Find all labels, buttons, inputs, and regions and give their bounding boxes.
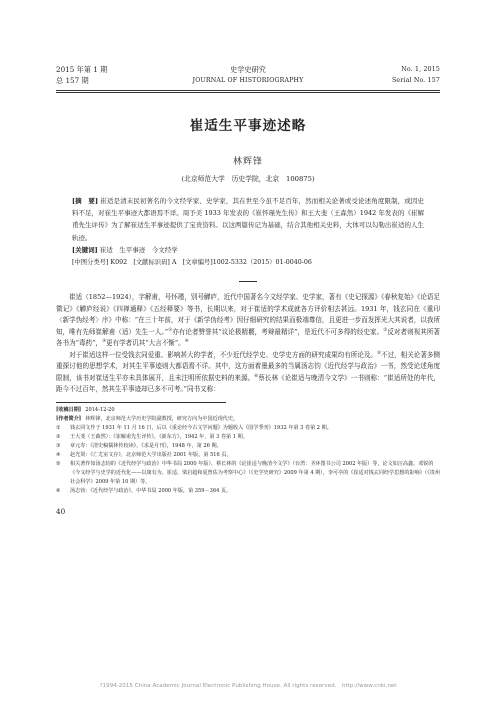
- abstract-label: [摘 要]: [72, 197, 99, 205]
- journal-name-cn: 史学史研究: [230, 65, 266, 74]
- journal-page: [56, 64, 440, 516]
- footnote-text: 钱玄同文作于 1931 年 11 月 16 日，后以《重论经今古文学问题》为题收入《国学季刊》1932 年第 3 卷第 2 期。: [70, 424, 332, 431]
- note-marker: ①: [168, 327, 173, 333]
- body-text-segment: 亦有论者赞誉其“议论极精覈，考辩最精详”，是近代不可多得的经史家。: [172, 327, 384, 336]
- body-paragraph-2: [56, 350, 440, 396]
- article-body: [56, 292, 440, 396]
- body-text-segment: 反对者则视其所著各书为“毒药”，: [56, 327, 440, 348]
- footnote-item: [56, 460, 440, 487]
- bio-value: 林辉锋，北京师范大学历史学院副教授，研究方向为中国近现代史。: [85, 415, 239, 422]
- body-text-segment: 更有学者讥其“大言不惭”。: [106, 339, 185, 348]
- footnote-text: 章元寿：《清史稿儒林传校读》，《求是月刊》，1948 年，第 26 期。: [70, 442, 222, 449]
- footnote-text: 王大斐（王森然）：《崔解甫先生评传》，《新东方》，1942 年，第 3 卷第 1 期。: [70, 433, 248, 440]
- section-divider: [239, 281, 257, 282]
- issue-line-2: 总 157 期: [56, 76, 89, 85]
- body-text-segment: 对于崔适这样一位受钱玄同爱重、影响甚大的学者，不少近代经学史、史学史方面的研究成果均有所论及。: [69, 350, 377, 359]
- footnote-text: 汤志钧：《近代经学与政治》，中华书局 2000 年版，第 359－364 页。: [70, 488, 232, 495]
- body-text-segment: 不过，相关论著多侧重探讨他的思想学术，对其生平事迹则大都语焉不详。其中，这方面着墨最多的当属汤志钧《近代经学与政治》一书，然受论述角度限制，该书对崔适生平亦未具体展开，且未注明所依据史料的来源。: [56, 350, 440, 382]
- footnote-item: [56, 424, 440, 433]
- footnote-item: [56, 433, 440, 442]
- received-date: [56, 406, 440, 415]
- serial-info: [392, 64, 440, 86]
- footnote-item: [56, 487, 440, 496]
- keywords-label: [关键词]: [72, 245, 98, 254]
- footnote-marker: ②: [56, 433, 61, 440]
- article-author: 林辉锋: [232, 157, 263, 167]
- author-bio: [56, 415, 440, 424]
- issue-line-1: 2015 年第 1 期: [56, 65, 108, 74]
- abstract-text: 崔适是清末民初著名的今文经学家、史学家，其在世至今虽不足百年，然而相关论著或受论述角度限制，或因史料不足，对崔生平事迹大都语焉不详。周予美 1933 年发表的《崔怀瑾先生传》和王大斐（王森然）1942 年发表的《崔解甫先生评传》为了解崔适生平事迹提供了宝贵资料。以这两篇传记为基础，结合其他相关史料，大体可以勾勒出崔适的人生轨迹。: [72, 197, 425, 242]
- journal-name-en: JOURNAL OF HISTORIOGRAPHY: [192, 77, 304, 84]
- note-marker: ⑤: [376, 350, 382, 356]
- keywords: [72, 244, 424, 256]
- note-marker: ⑥: [254, 373, 259, 379]
- footnote-marker: ①: [56, 424, 61, 431]
- footnote-marker: ④: [56, 451, 61, 458]
- note-marker: ②: [383, 327, 388, 333]
- footnote-text: 相关著作如汤志钧的《近代经学与政治》中华书局 2000 年版），蔡长林的《论崔适与晚清今文学》（台湾：圣环图书公司 2002 年版）等，论文如汪高鑫、邓锐的《今文经学与史学的近代化——以康有为、崔适、梁启超和夏曾佑为考察中心》（《史学史研究》2009 年第 4 期），李可亭的《崔适对钱玄同经学思想的影响》（《贵州社会科学》2009 年第 10 期）等。: [70, 461, 440, 486]
- journal-name: [56, 64, 440, 86]
- serial-line-2: Serial No. 157: [391, 77, 440, 84]
- copyright-notice: ?1994-2015 China Academic Journal Electronic Publishing House. All rights reserved. http://www.cnki.net: [99, 683, 397, 689]
- page-number: 40: [56, 507, 66, 517]
- footnote-marker: ⑥: [56, 488, 61, 495]
- received-label: [收稿日期]: [56, 406, 82, 413]
- abstract: [72, 195, 424, 244]
- note-list: [56, 424, 440, 497]
- body-paragraph-1: [56, 292, 440, 350]
- footnote-rule: [56, 402, 226, 403]
- footnote-item: [56, 451, 440, 460]
- serial-line-1: No. 1, 2015: [401, 66, 440, 73]
- footnote-marker: ③: [56, 442, 61, 449]
- body-text-segment: 崔适（1852—1924），字解甫，号怀瑾，别号觯庐，近代中国著名今文经学家、史学家，著有《史记探源》《春秋复始》《论语足徵记》《觯庐经说》《四禅通释》《五经释要》等书，长期以来，对于崔适的学术成就各方评价相去甚远。1931 年，钱玄同在《重印〈新学伪经考〉序》中称：“在三十年前，对于《新学伪经考》因仔细研究的结果而极端尊信，且更进一步而发挥光大其说者，以我所知，唯有先师崔解甫（适）先生一人。”: [56, 293, 440, 336]
- footnotes: [56, 406, 440, 497]
- footnote-item: [56, 442, 440, 451]
- note-marker: ④: [184, 338, 189, 344]
- body-text-segment: 蔡长林《论崔适与晚清今文学》一书则称：“崔适所处的年代，距今不过百年，然其生平事迹却已多不可考。”同书又称：: [56, 373, 440, 394]
- note-marker: ③: [101, 338, 107, 344]
- running-header: [56, 64, 440, 88]
- received-value: 2014-12-20: [85, 406, 115, 413]
- author-affiliation: (北京师范大学 历史学院，北京 100875): [181, 175, 315, 183]
- header-rule: [56, 90, 440, 93]
- keywords-text: 崔适 生平事迹 今文经学: [99, 245, 178, 254]
- footnote-marker: ⑤: [56, 461, 61, 468]
- classification-line: [中图分类号] K092 [文献标识码] A [文章编号]1002-5332（2015）01-0040-06: [72, 259, 312, 267]
- article-title: 崔适生平事迹述略: [189, 118, 307, 134]
- bio-label: [作者简介]: [56, 415, 82, 422]
- footnote-text: 赵光贤：《亡尤室文存》，北京师范大学出版社 2001 年版，第 516 页。: [70, 451, 232, 458]
